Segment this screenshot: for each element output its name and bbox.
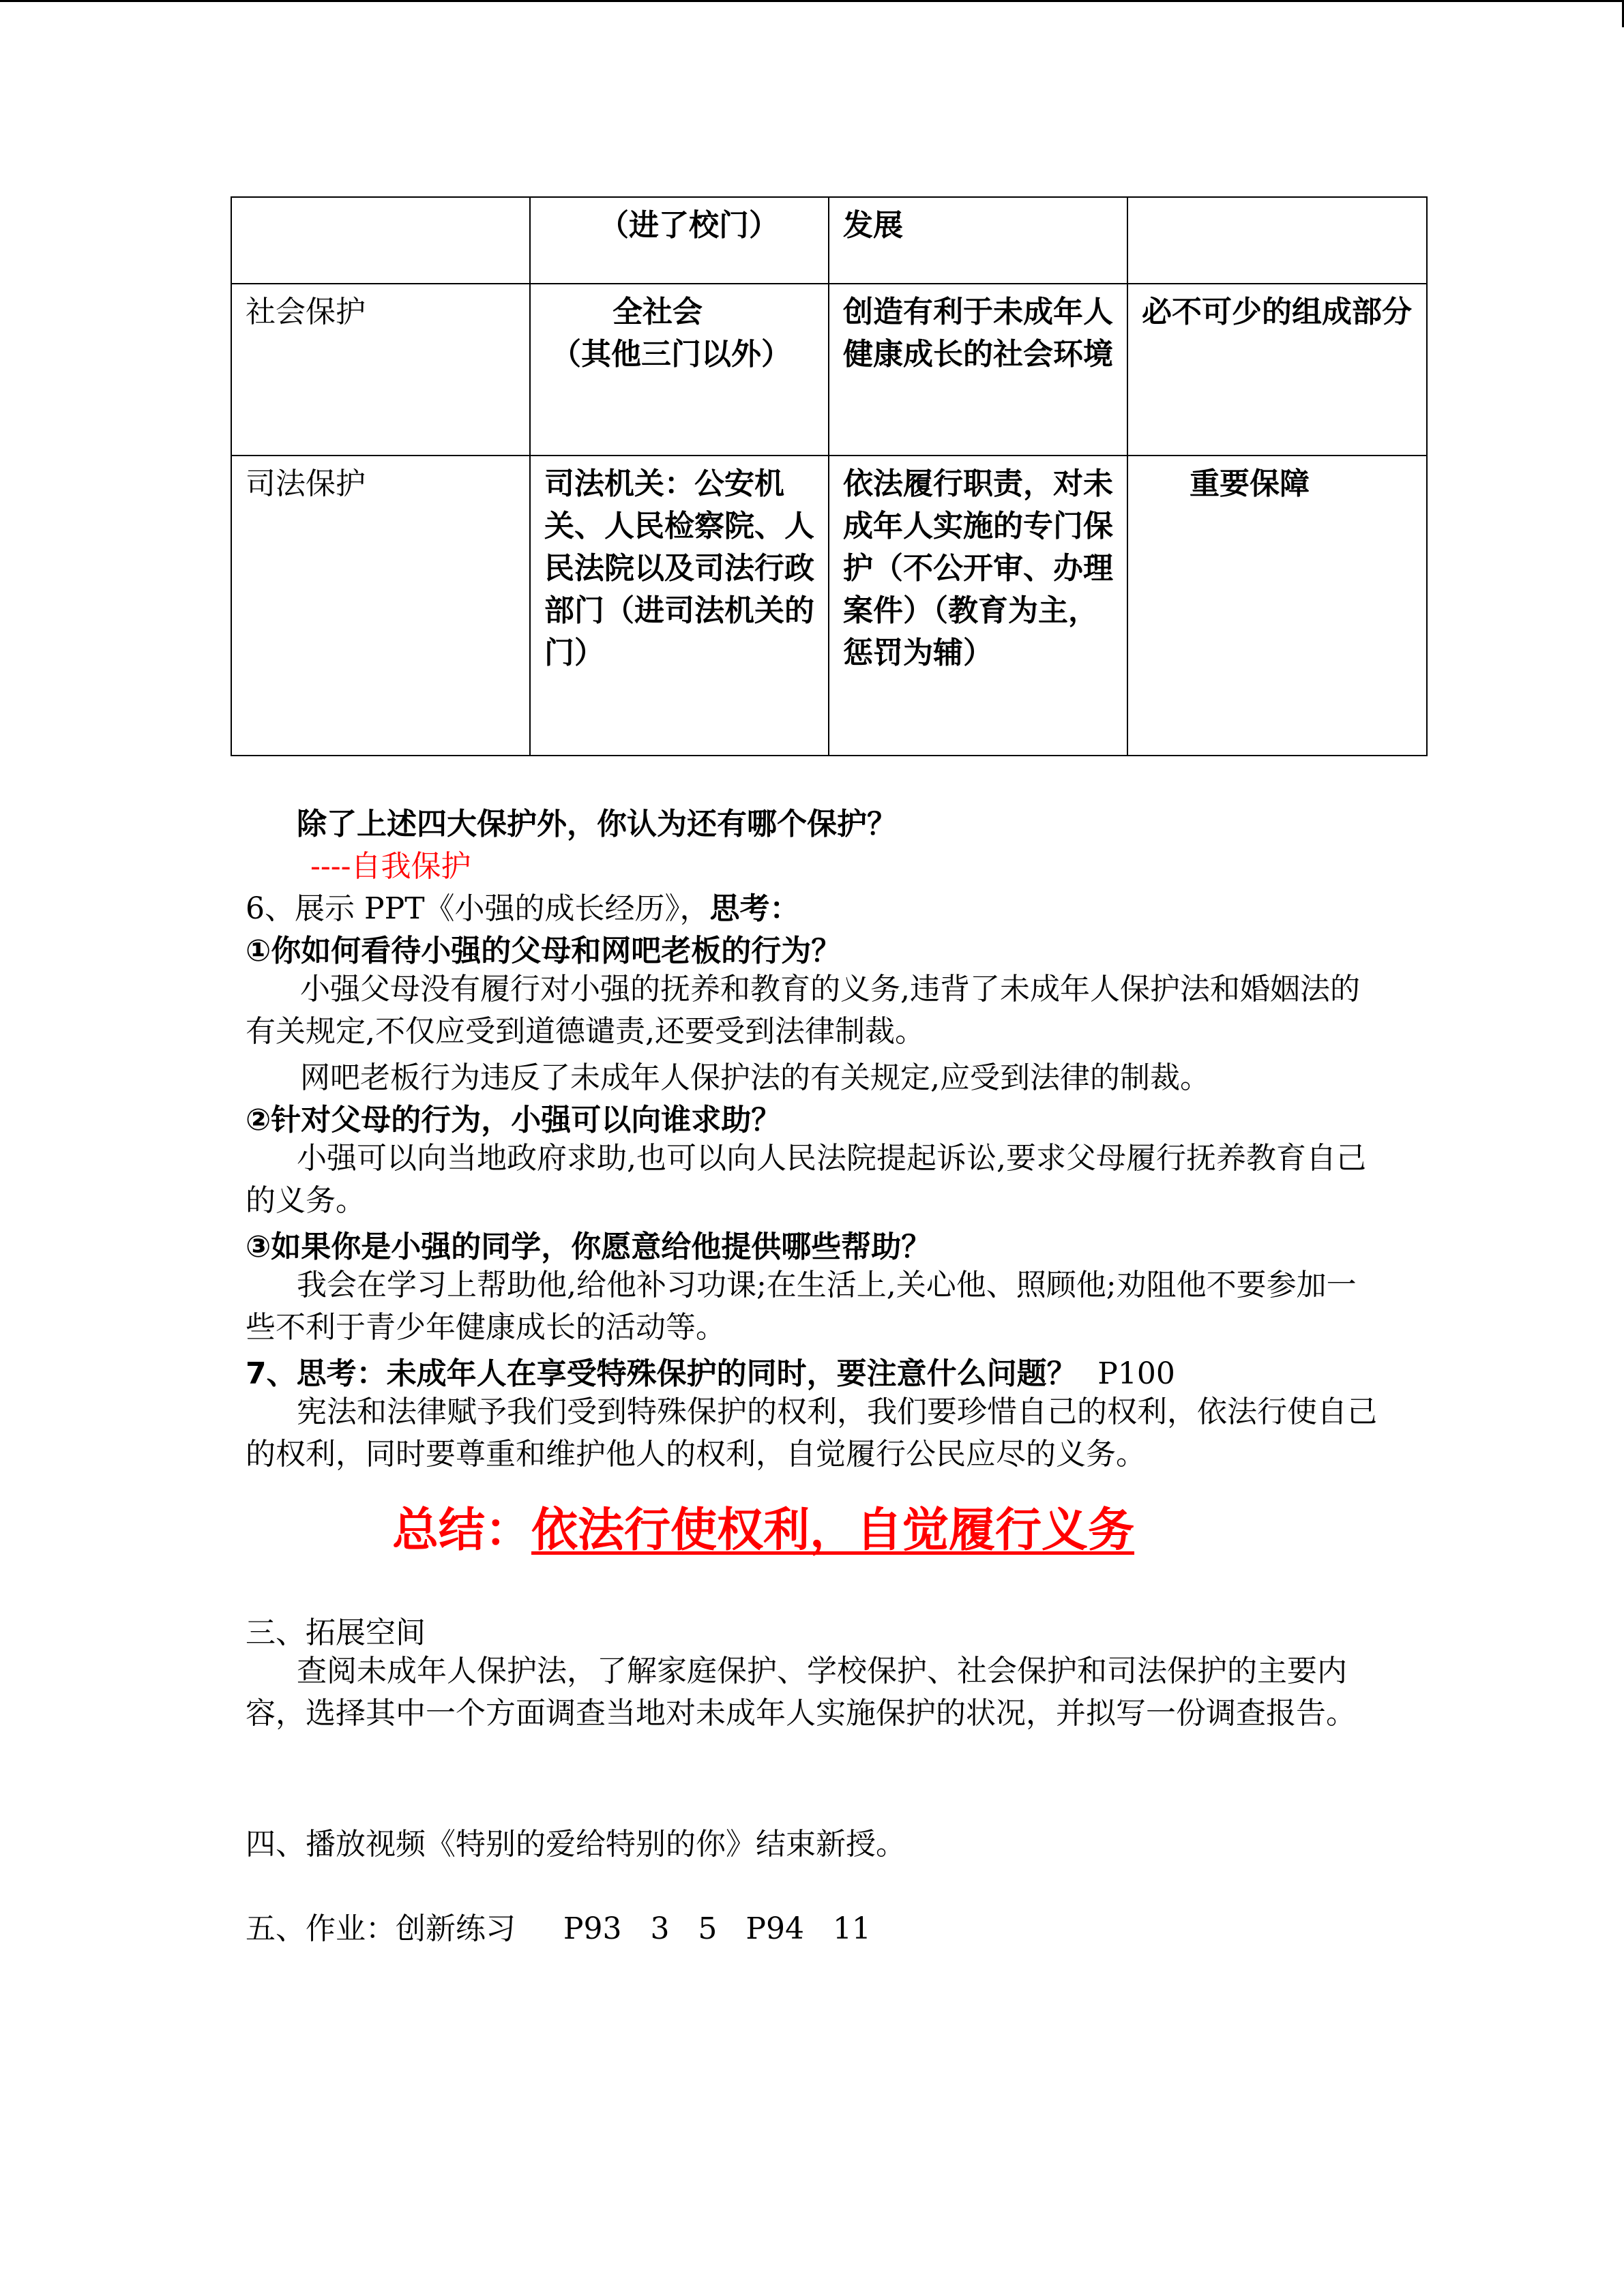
table-cell: 创造有利于未成年人健康成长的社会环境 xyxy=(829,284,1127,456)
item7-question: 7、思考：未成年人在享受特殊保护的同时，要注意什么问题？ P100 xyxy=(246,1356,1175,1391)
question-3: ③如果你是小强的同学，你愿意给他提供哪些帮助？ xyxy=(246,1229,932,1264)
answer-1a: 小强父母没有履行对小强的抚养和教育的义务,违背了未成年人保护法和婚姻法的有关规定,不仅应受到道德谴责,还要受到法律制裁。 xyxy=(246,972,1360,1049)
table-cell: 司法机关：公安机关、人民检察院、人民法院以及司法行政部门（进司法机关的门） xyxy=(530,456,829,756)
answer-1b: 网吧老板行为违反了未成年人保护法的有关规定,应受到法律的制裁。 xyxy=(300,1060,1210,1095)
summary-heading: 总结：依法行使权利，自觉履行义务 xyxy=(392,1504,1135,1557)
table-cell: 司法保护 xyxy=(231,456,530,756)
answer-2: 小强可以向当地政府求助,也可以向人民法院提起诉讼,要求父母履行抚养教育自己的义务。 xyxy=(246,1141,1366,1218)
table-cell xyxy=(231,197,530,284)
answer-3: 我会在学习上帮助他,给他补习功课;在生活上,关心他、照顾他;劝阻他不要参加一些不利于青少年健康成长的活动等。 xyxy=(246,1268,1357,1345)
question-2: ②针对父母的行为，小强可以向谁求助？ xyxy=(246,1103,782,1137)
table-cell: 必不可少的组成部分 xyxy=(1127,284,1427,456)
section3-title: 三、拓展空间 xyxy=(246,1615,426,1650)
table-cell: 全社会 （其他三门以外） xyxy=(530,284,829,456)
item6-heading: 6、展示 PPT《小强的成长经历》，思考： xyxy=(246,891,800,926)
item7-answer: 宪法和法律赋予我们受到特殊保护的权利，我们要珍惜自己的权利，依法行使自己的权利，同时要尊重和维护他人的权利，自觉履行公民应尽的义务。 xyxy=(246,1395,1377,1472)
section3-text: 查阅未成年人保护法，了解家庭保护、学校保护、社会保护和司法保护的主要内容，选择其中一个方面调查当地对未成年人实施保护的状况，并拟写一份调查报告。 xyxy=(246,1654,1356,1731)
table-cell: 重要保障 xyxy=(1127,456,1427,756)
answer-extra: ----自我保护 xyxy=(310,849,471,884)
section4-text: 四、播放视频《特别的爱给特别的你》结束新授。 xyxy=(246,1827,906,1862)
table-cell: 社会保护 xyxy=(231,284,530,456)
table-cell: 发展 xyxy=(829,197,1127,284)
section5-text: 五、作业：创新练习 P93 3 5 P94 11 xyxy=(246,1911,871,1946)
table-cell: 依法履行职责，对未成年人实施的专门保护（不公开审、办理案件）（教育为主，惩罚为辅） xyxy=(829,456,1127,756)
table-row xyxy=(231,284,1427,456)
table-cell xyxy=(1127,197,1427,284)
protection-table xyxy=(231,196,1428,756)
table-cell: （进了校门） xyxy=(530,197,829,284)
table-row xyxy=(231,197,1427,284)
question-1: ①你如何看待小强的父母和网吧老板的行为？ xyxy=(246,934,842,968)
table-row xyxy=(231,456,1427,756)
question-extra: 除了上述四大保护外，你认为还有哪个保护？ xyxy=(297,807,897,841)
page-top-border xyxy=(0,0,1624,2)
